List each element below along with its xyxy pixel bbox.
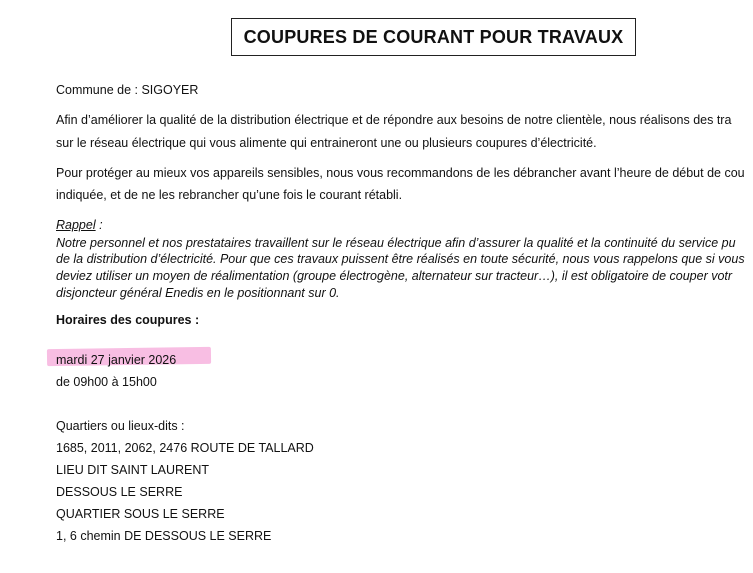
- intro-line-1: Afin d’améliorer la qualité de la distribution électrique et de répondre aux besoins de notre clientèle, nous réalisons des tra: [56, 113, 732, 127]
- schedule-hours: de 09h00 à 15h00: [56, 375, 157, 389]
- location-item: DESSOUS LE SERRE: [56, 485, 183, 499]
- page-title: COUPURES DE COURANT POUR TRAVAUX: [243, 26, 624, 47]
- locations-heading: Quartiers ou lieux-dits :: [56, 419, 185, 433]
- location-item: QUARTIER SOUS LE SERRE: [56, 507, 225, 521]
- advice-line-2: indiquée, et de ne les rebrancher qu’une fois le courant rétabli.: [56, 188, 403, 202]
- intro-line-2: sur le réseau électrique qui vous alimente qui entraineront une ou plusieurs coupures d’électricité.: [56, 136, 597, 150]
- reminder-line-1: Notre personnel et nos prestataires travaillent sur le réseau électrique afin d’assurer la qualité et la continuité du service pu: [56, 236, 736, 250]
- advice-line-1: Pour protéger au mieux vos appareils sensibles, nous vous recommandons de les débrancher avant l’heure de début de cou: [56, 166, 745, 180]
- reminder-line-3: deviez utiliser un moyen de réalimentation (groupe électrogène, alternateur sur tracteur…), il est obligatoire de couper votr: [56, 269, 733, 283]
- reminder-line-2: de la distribution d’électricité. Pour que ces travaux puissent être réalisés en toute sécurité, nous vous rappelons que si vous: [56, 252, 745, 266]
- schedule-heading: Horaires des coupures :: [56, 313, 200, 327]
- reminder-heading-suffix: :: [95, 218, 103, 232]
- location-item: 1685, 2011, 2062, 2476 ROUTE DE TALLARD: [56, 441, 314, 455]
- commune-line: Commune de : SIGOYER: [56, 83, 199, 97]
- schedule-date: mardi 27 janvier 2026: [56, 353, 177, 367]
- location-item: 1, 6 chemin DE DESSOUS LE SERRE: [56, 529, 272, 543]
- reminder-heading-row: [56, 217, 103, 233]
- title-box: [231, 18, 636, 56]
- reminder-heading: Rappel: [56, 218, 96, 232]
- reminder-line-4: disjoncteur général Enedis en le positionnant sur 0.: [56, 286, 340, 300]
- location-item: LIEU DIT SAINT LAURENT: [56, 463, 210, 477]
